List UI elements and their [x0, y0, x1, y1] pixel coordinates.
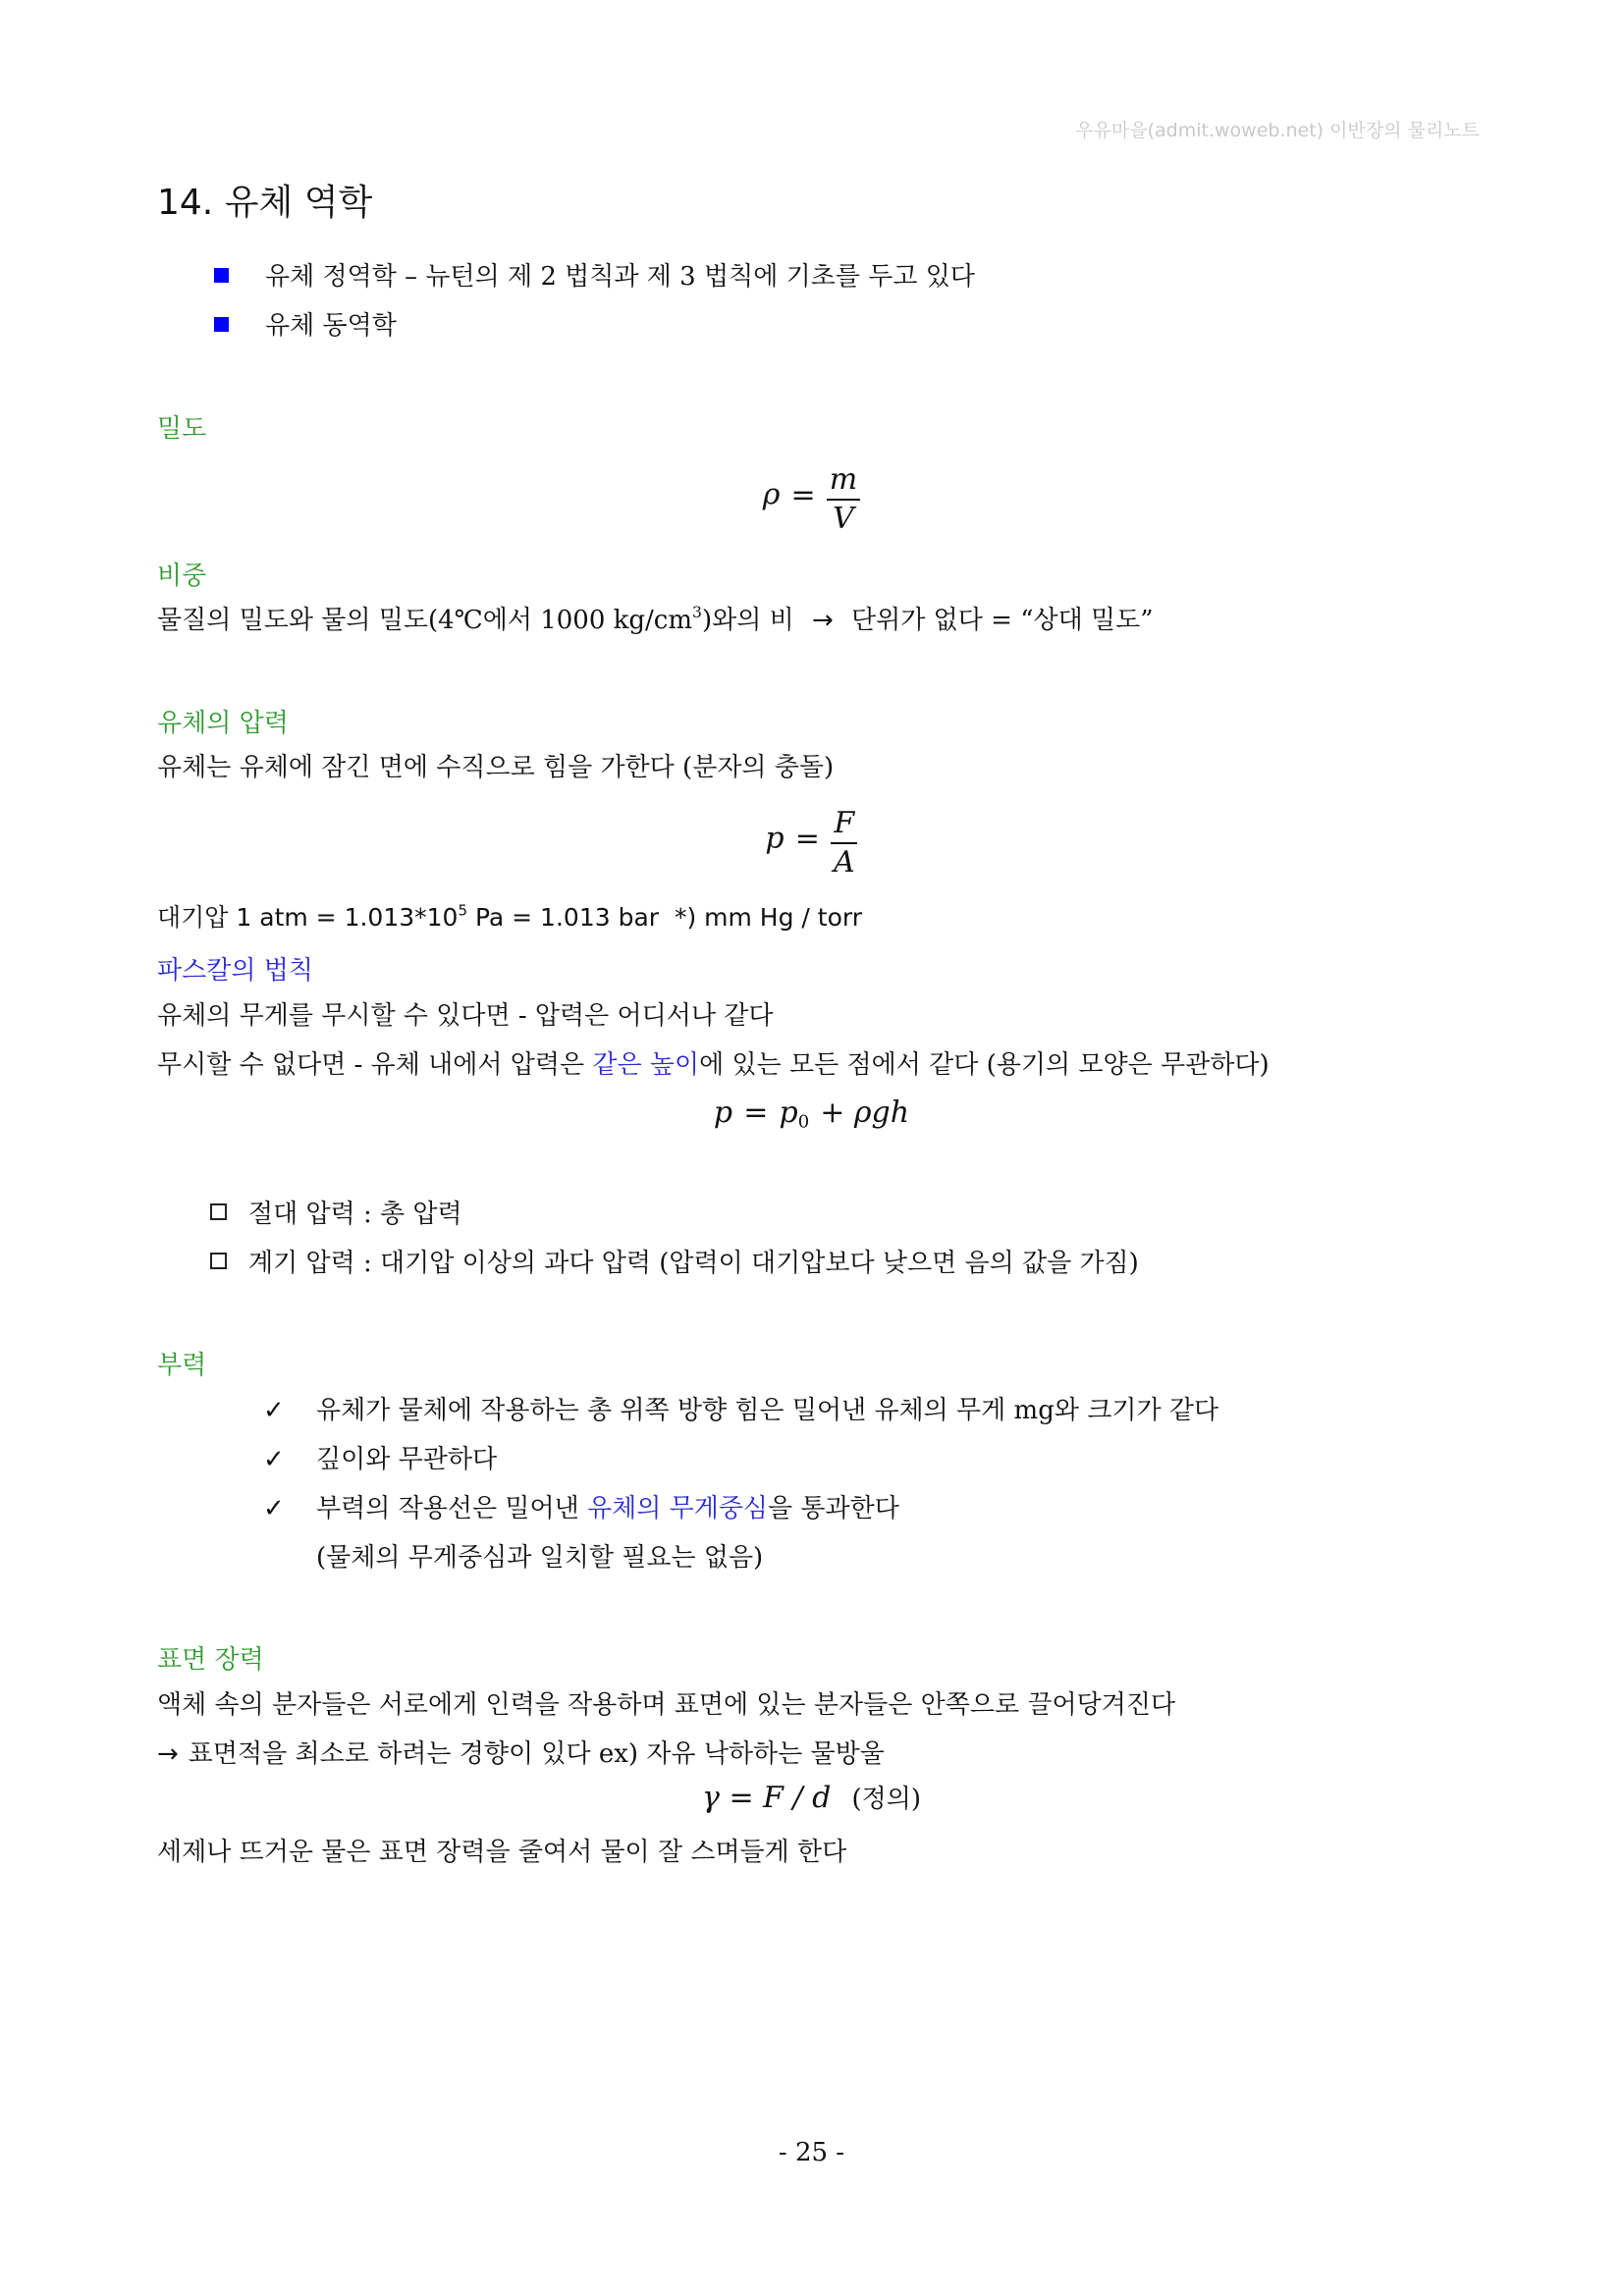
formula-fraction [827, 461, 860, 538]
surface-tension-formula [0, 1781, 1623, 1816]
buoyancy-item-3-a: 부력의 작용선은 밀어낸 [316, 1494, 587, 1523]
section-heading-specific-gravity: 비중 [157, 561, 207, 591]
surface-tension-line-1: 액체 속의 분자들은 서로에게 인력을 작용하며 표면에 있는 분자들은 안쪽으로 끌어당겨진다 [157, 1690, 1176, 1720]
pressure-type-text: 절대 압력 : 총 압력 [248, 1200, 462, 1229]
pressure-type-gauge [210, 1247, 1139, 1280]
section-heading-buoyancy: 부력 [157, 1351, 207, 1380]
superscript: 3 [692, 604, 702, 622]
buoyancy-item-3 [263, 1492, 899, 1525]
checkmark-icon: ✓ [263, 1494, 285, 1523]
fraction-denominator: A [833, 845, 855, 880]
formula-lhs: ρ [762, 477, 781, 512]
atmospheric-pressure-line [157, 901, 862, 934]
arrow-right-icon: → [811, 606, 834, 635]
intro-bullet-2: 유체 동역학 [265, 311, 397, 341]
formula-p0: $p_0$ [779, 1095, 810, 1133]
density-formula [0, 461, 1623, 538]
formula-equals: = [743, 1095, 769, 1130]
buoyancy-item-2 [263, 1443, 497, 1476]
formula-note: (정의) [851, 1785, 921, 1814]
pascal-line-2-b: 에 있는 모든 점에서 같다 (용기의 모양은 무관하다) [699, 1050, 1270, 1080]
buoyancy-highlight: 유체의 무게중심 [586, 1494, 769, 1523]
header-watermark: 우유마을(admit.woweb.net) 이반장의 물리노트 [1075, 120, 1480, 141]
formula-lhs: p [713, 1095, 733, 1130]
specific-gravity-text [157, 604, 1154, 637]
formula-fraction [831, 805, 858, 881]
pascal-formula [0, 1095, 1623, 1133]
formula-equals: = [790, 477, 816, 512]
pressure-description: 유체는 유체에 잠긴 면에 수직으로 힘을 가한다 (분자의 충돌) [157, 753, 835, 782]
bullet-square-icon [214, 268, 229, 283]
fraction-numerator: m [827, 461, 860, 501]
hollow-square-icon [210, 1203, 227, 1220]
fraction-denominator: V [833, 502, 854, 536]
intro-bullet-1: 유체 정역학 – 뉴턴의 제 2 법칙과 제 3 법칙에 기초를 두고 있다 [265, 262, 975, 292]
atm-text-a: 대기압 1 atm = 1.013*10 [157, 903, 459, 932]
surface-tension-line-2 [157, 1737, 885, 1771]
surface-tension-line-2-text: 표면적을 최소로 하려는 경향이 있다 ex) 자유 낙하하는 물방울 [188, 1739, 885, 1769]
section-heading-pascal: 파스칼의 법칙 [157, 956, 313, 986]
section-heading-pressure: 유체의 압력 [157, 709, 289, 738]
specific-gravity-text-a: 물질의 밀도와 물의 밀도(4℃에서 1000 kg/cm [157, 606, 693, 635]
buoyancy-item-1 [263, 1394, 1218, 1427]
pascal-line-2-a: 무시할 수 없다면 - 유체 내에서 압력은 [157, 1050, 593, 1080]
pascal-line-2 [157, 1048, 1270, 1082]
hollow-square-icon [210, 1253, 227, 1269]
atm-text-b: Pa = 1.013 bar *) mm Hg / torr [467, 903, 862, 932]
buoyancy-item-3-b: 을 통과한다 [768, 1494, 899, 1523]
page-number: - 25 - [778, 2138, 845, 2167]
checkmark-icon: ✓ [263, 1396, 285, 1425]
subscript: 0 [797, 1111, 810, 1133]
formula-equals: = [794, 821, 820, 856]
formula-expression: γ = F / d [702, 1781, 832, 1815]
pressure-type-absolute [210, 1198, 462, 1231]
pascal-highlight: 같은 높이 [592, 1050, 700, 1080]
arrow-right-icon: → [157, 1739, 179, 1769]
surface-tension-line-3: 세제나 뜨거운 물은 표면 장력을 줄여서 물이 잘 스며들게 한다 [157, 1838, 847, 1867]
superscript: 5 [458, 901, 467, 920]
buoyancy-item-text: 유체가 물체에 작용하는 총 위쪽 방향 힘은 밀어낸 유체의 무게 mg와 크기가 같다 [316, 1396, 1219, 1425]
pressure-formula [0, 805, 1623, 881]
specific-gravity-text-b: )와의 비 [701, 606, 794, 635]
checkmark-icon: ✓ [263, 1445, 285, 1474]
section-heading-surface-tension: 표면 장력 [157, 1645, 264, 1675]
bullet-square-icon [214, 317, 229, 332]
pascal-line-1: 유체의 무게를 무시할 수 있다면 - 압력은 어디서나 같다 [157, 1001, 774, 1031]
fraction-numerator: F [831, 805, 857, 844]
formula-rest: + ρgh [820, 1095, 910, 1130]
buoyancy-item-text: 깊이와 무관하다 [316, 1445, 498, 1474]
specific-gravity-text-c: 단위가 없다 = “상대 밀도” [851, 606, 1154, 635]
formula-lhs: p [765, 821, 784, 856]
buoyancy-note: (물체의 무게중심과 일치할 필요는 없음) [316, 1543, 764, 1573]
section-heading-density: 밀도 [157, 414, 207, 444]
page-title: 14. 유체 역학 [157, 183, 373, 223]
pressure-type-text: 계기 압력 : 대기압 이상의 과다 압력 (압력이 대기압보다 낮으면 음의 값을 가짐) [248, 1249, 1139, 1278]
